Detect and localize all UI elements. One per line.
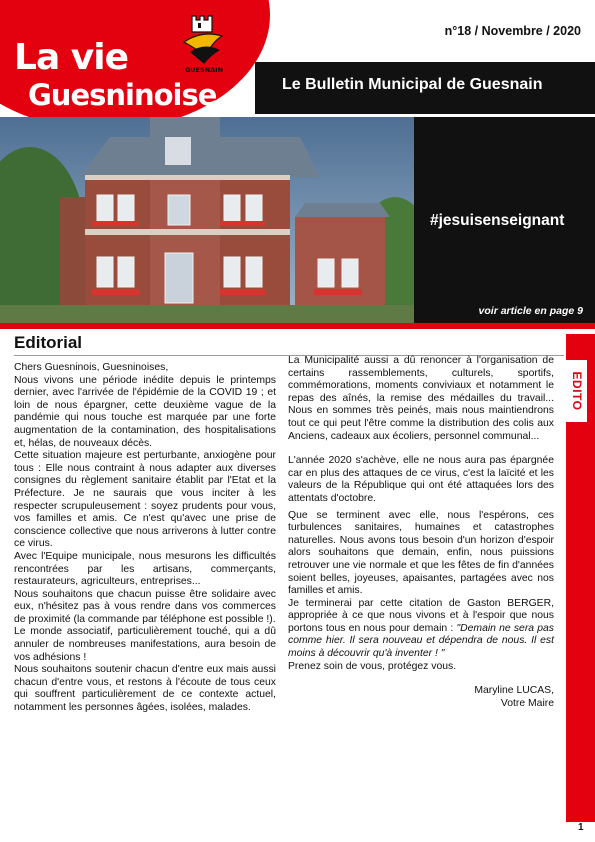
- town-hall-photo: [0, 117, 414, 323]
- issue-info: n°18 / Novembre / 2020: [444, 24, 581, 38]
- editorial-paragraph: Nous souhaitons soutenir chacun d'entre eux mais aussi chacun d'entre vous, et restons à l'écoute de tous ceux qui souffrent particulièrement de ce contexte actuel, notamment les personnes âgées, isolées, malades.: [14, 664, 276, 714]
- edito-tab-text: EDITO: [569, 371, 584, 411]
- page-number: 1: [578, 822, 584, 833]
- editorial-paragraph: Nous vivons une période inédite depuis le printemps dernier, avec l'arrivée de l'épidémie de la COVID 19 ; et loin de nous épargner, cette deuxième vague de la pandémie qui nous touche est marquée par une forte augmentation de la contamination, des hospitalisations et, hélas, de nouveaux décès.: [14, 374, 276, 449]
- edito-tab-label: [566, 360, 587, 422]
- editorial-paragraph: Nous souhaitons que chacun puisse être solidaire avec eux, n'hésitez pas à vous rendre dans vos commerces de proximité (la commande par téléphone est possible !).: [14, 588, 276, 625]
- editorial-paragraph: Avec l'Equipe municipale, nous mesurons les difficultés rencontrées par les artisans, commerçants, restaurateurs, agriculteurs, entreprises...: [14, 550, 276, 588]
- editorial-paragraph: Chers Guesninois, Guesninoises,: [14, 362, 169, 373]
- svg-text:GUESNAIN: GUESNAIN: [184, 66, 224, 74]
- signature-name: Maryline LUCAS,: [474, 685, 554, 697]
- masthead-title-line1: La vie: [14, 37, 128, 78]
- editorial-paragraph: L'année 2020 s'achève, elle ne nous aura pas épargnée car en plus des attaques de ce virus, c'est la laïcité et les valeurs de la République qui ont été attaquées lors des attentats d'octobre.: [288, 455, 554, 504]
- see-article-link[interactable]: voir article en page 9: [478, 305, 583, 317]
- town-logo: [176, 12, 232, 74]
- editorial-paragraph: Cette situation majeure est perturbante, anxiogène pour tous : Elle nous contraint à nous adapter aux diverses consignes du règlement sanitaire établit par l'Etat et la Préfecture. Je ne saurais que vous inciter à les respecter scrupuleusement : soyez prudents pour vous, vos familles et amis. Ce n'est qu'avec une prise de conscience collective que nous arriverons à lutter contre ce virus.: [14, 450, 276, 550]
- editorial-quote-paragraph: [288, 598, 554, 661]
- cover-hashtag: #jesuisenseignant: [430, 212, 565, 229]
- editorial-paragraph: La Municipalité aussi a dû renoncer à l'organisation de certains rassemblements, culturels, sportifs, commémorations, moments conviviaux et notamment le repas des aînés, la remise des médailles du travail... Nous en sommes très peinés, mais nous maintiendrons tout ce qui peut l'être comme la distribution des colis aux Anciens, cadeaux aux écoliers, personnel communal...: [288, 355, 554, 442]
- signature-role: Votre Maire: [500, 697, 554, 709]
- section-divider: [0, 323, 595, 329]
- editorial-left-column: [14, 362, 276, 715]
- editorial-paragraph: Le monde associatif, particulièrement touché, qui a dû annuler de nombreuses manifestations, aura besoin de vos adhésions !: [14, 626, 276, 663]
- masthead-title-line2: Guesninoise: [28, 78, 217, 112]
- editorial-right-column: [288, 355, 554, 710]
- editorial-paragraph: Que se terminent avec elle, nous l'espérons, ces turbulences sanitaires, humaines et catastrophes naturelles. Nous avons tous besoin d'un horizon d'espoir alors souhaitons que demain, enfin, nous puissions retrouver une vie normale et que les fêtes de fin d'années soient belles, joyeuses, apaisantes, partagées avec nos familles et amis.: [288, 509, 554, 597]
- editorial-paragraph: Prenez soin de vous, protégez vous.: [288, 660, 457, 672]
- editorial-title: Editorial: [14, 333, 83, 352]
- signature: [288, 685, 554, 710]
- bulletin-title: Le Bulletin Municipal de Guesnain: [282, 76, 543, 93]
- quote-intro: Je terminerai par cette citation de Gaston BERGER, appropriée à ce que nous vivons et à l'espoir que nous portons tous en nous pour demain :: [288, 597, 554, 634]
- quote-text: "Demain ne sera pas comme hier. Il sera nouveau et dépendra de nous. Il est moins à découvrir qu'à inventer ! ": [288, 622, 555, 660]
